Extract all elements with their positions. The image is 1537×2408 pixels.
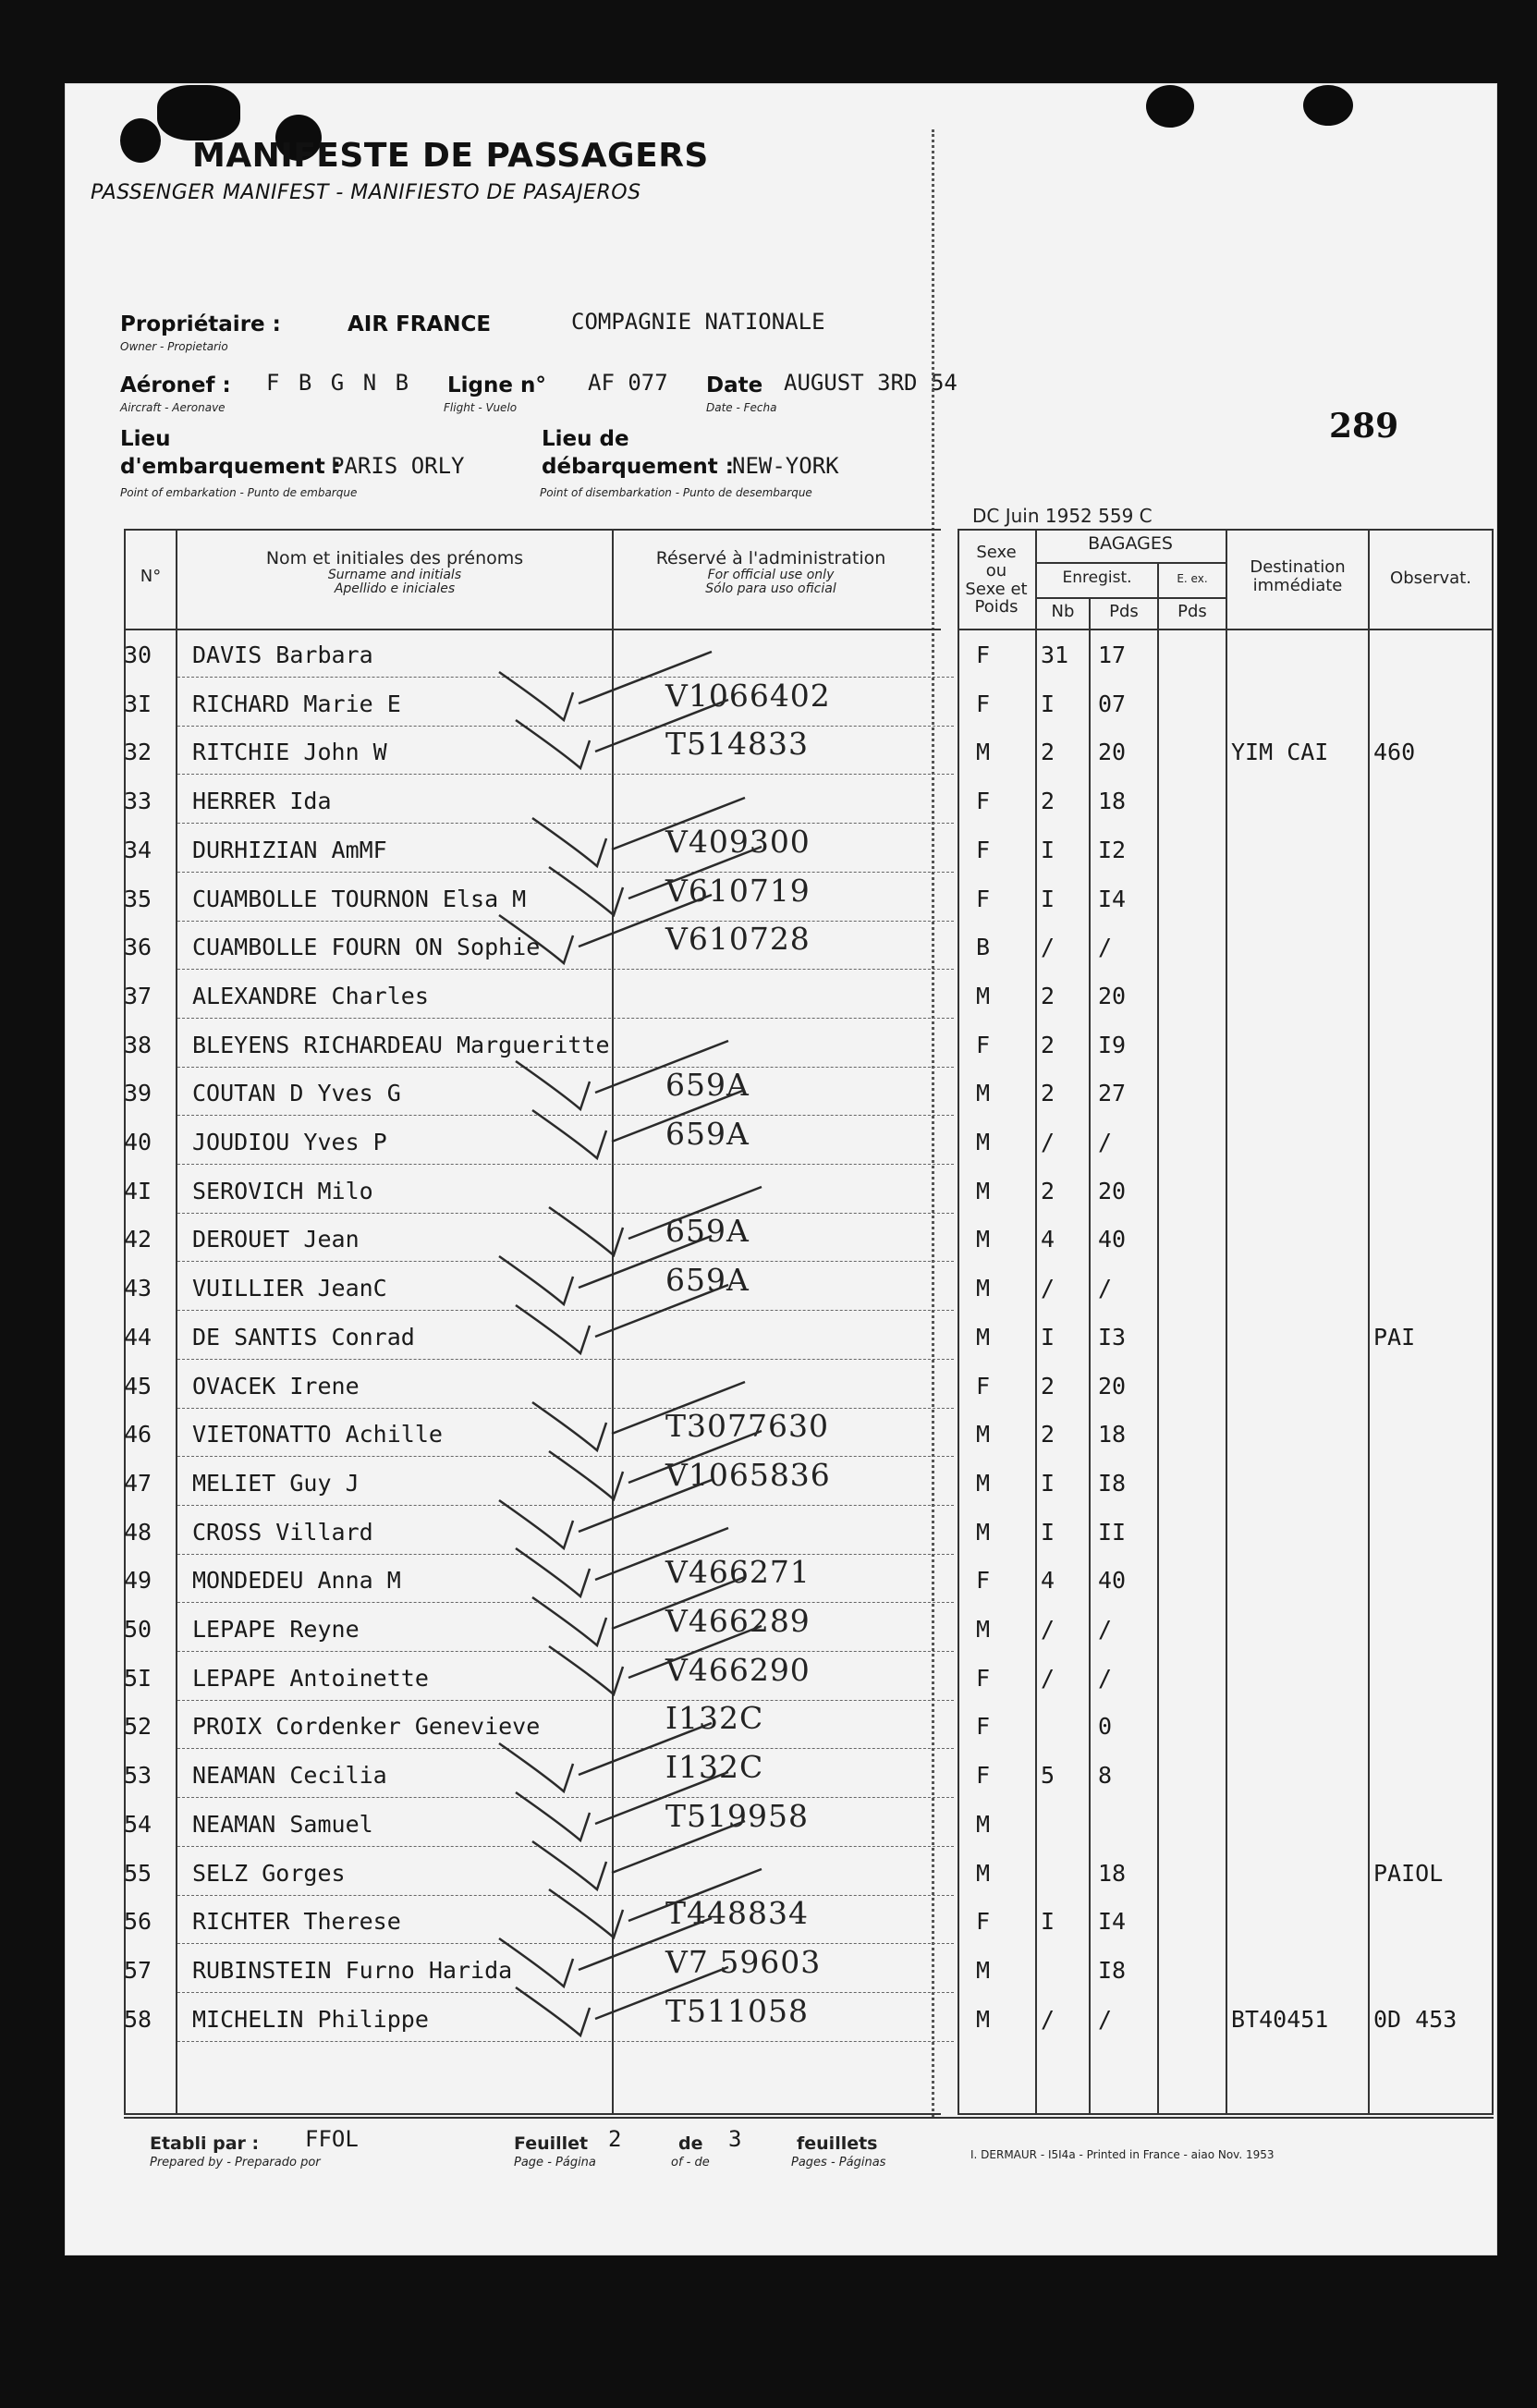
col-header-name-fr: Nom et initiales des prénoms [265,548,524,568]
sheet-label: Feuillet [514,2133,589,2154]
admin-number: V7 59603 [665,1944,822,1980]
baggage-count-cell: 2 [1041,739,1055,765]
passenger-name: DURHIZIAN AmMF [192,837,387,863]
row-number: 38 [124,1032,152,1058]
passenger-name: PROIX Cordenker Genevieve [192,1713,541,1740]
baggage-weight-cell: / [1098,1665,1113,1692]
row-rule [177,1456,954,1457]
baggage-weight-cell: 17 [1098,642,1127,668]
row-number: 35 [124,886,152,912]
row-rule [177,774,954,775]
owner-sub: Owner - Propietario [120,340,228,353]
row-number: 37 [124,983,152,1009]
baggage-weight-cell: 07 [1098,691,1127,717]
row-rule [177,677,954,678]
baggage-count-cell: I [1041,886,1055,912]
owner-label: Propriétaire : [120,312,281,336]
sex-cell: M [976,1519,991,1546]
col-header-pds: Pds [1109,602,1139,621]
baggage-weight-cell: / [1098,934,1113,960]
row-rule [177,1505,954,1506]
passenger-name: COUTAN D Yves G [192,1080,401,1106]
sex-cell: F [976,837,991,863]
passenger-name: NEAMAN Samuel [192,1811,373,1838]
disembark-label-1: Lieu de [542,427,629,451]
page-title: MANIFESTE DE PASSAGERS [192,137,709,175]
row-rule [177,1067,954,1068]
prepared-label: Etabli par : [150,2133,260,2154]
baggage-count-cell: 2 [1041,1178,1055,1204]
row-number: 32 [124,739,152,765]
baggage-weight-cell: 0 [1098,1713,1113,1740]
punch-hole [157,85,240,141]
passenger-name: JOUDIOU Yves P [192,1129,387,1155]
row-rule [177,1895,954,1896]
row-rule [177,1554,954,1555]
baggage-weight-cell: 20 [1098,739,1127,765]
baggage-weight-cell: I9 [1098,1032,1127,1058]
passenger-name: VIETONATTO Achille [192,1421,443,1448]
row-rule [177,921,954,922]
col-header-sex-4: Poids [974,597,1019,617]
baggage-weight-cell: / [1098,1129,1113,1155]
table-row [0,1993,1537,2054]
embark-sub: Point of embarkation - Punto de embarque [120,486,358,499]
table-row [0,1178,1537,1226]
baggage-weight-cell: 18 [1098,1860,1127,1887]
baggage-count-cell: / [1041,2006,1055,2033]
col-header-sex [958,544,1035,617]
table-bottom [124,2113,941,2115]
row-number: 34 [124,837,152,863]
sex-cell: F [976,1032,991,1058]
table-row [0,1262,1537,1323]
row-number: 48 [124,1519,152,1546]
baggage-weight-cell: 18 [1098,788,1127,814]
flight-label: Ligne n° [447,373,546,397]
punch-hole [1303,85,1353,126]
sex-cell: M [976,983,991,1009]
col-header-admin-en: For official use only [707,567,835,582]
disembark-value: NEW-YORK [732,453,839,479]
sex-cell: F [976,1762,991,1789]
col-header-admin [614,549,928,597]
admin-number: V466271 [665,1554,811,1590]
passenger-name: MICHELIN Philippe [192,2006,429,2033]
pages-label: feuillets [797,2133,878,2154]
aircraft-sub: Aircraft - Aeronave [120,401,226,414]
row-number: 52 [124,1713,152,1740]
row-rule [177,1408,954,1409]
row-number: 39 [124,1080,152,1106]
row-number: 57 [124,1957,152,1984]
baggage-weight-cell: 20 [1098,983,1127,1009]
row-number: 45 [124,1373,152,1400]
sex-cell: M [976,1470,991,1497]
row-rule [177,872,954,873]
sex-cell: F [976,642,991,668]
row-number: 49 [124,1567,152,1594]
baggage-count-cell: / [1041,1616,1055,1643]
passenger-name: VUILLIER JeanC [192,1275,387,1302]
sheet-number: 289 [1329,407,1399,446]
baggage-weight-cell: 40 [1098,1567,1127,1594]
admin-number: V1066402 [665,678,831,714]
baggage-count-cell: I [1041,1470,1055,1497]
sex-cell: F [976,886,991,912]
sex-cell: F [976,1665,991,1692]
admin-number: 659A [665,1262,750,1298]
row-rule [177,1115,954,1116]
sex-cell: F [976,1713,991,1740]
pages-sub: Pages - Páginas [791,2156,886,2170]
footer-rule [124,2117,1494,2119]
baggage-weight-cell: / [1098,2006,1113,2033]
owner-value: AIR FRANCE [348,312,492,336]
table-row [0,1798,1537,1859]
destination-cell: BT40451 [1231,2006,1329,2033]
punch-hole [1146,85,1194,128]
baggage-count-cell: / [1041,934,1055,960]
sex-cell: M [976,1080,991,1106]
passenger-name: NEAMAN Cecilia [192,1762,387,1789]
passenger-name: RICHARD Marie E [192,691,401,717]
baggage-weight-cell: / [1098,1616,1113,1643]
row-number: 33 [124,788,152,814]
passenger-name: OVACEK Irene [192,1373,360,1400]
baggage-weight-cell: 20 [1098,1373,1127,1400]
destination-cell: YIM CAI [1231,739,1329,765]
row-rule [177,1700,954,1701]
row-rule [177,1213,954,1214]
passenger-name: CUAMBOLLE TOURNON Elsa M [192,886,527,912]
admin-number: 659A [665,1067,750,1103]
col-header-sex-2: ou [985,560,1007,581]
row-number: 54 [124,1811,152,1838]
sex-cell: M [976,1811,991,1838]
baggage-count-cell: 2 [1041,1373,1055,1400]
row-rule [177,969,954,970]
owner-typed: COMPAGNIE NATIONALE [571,309,825,335]
table-row [0,1213,1537,1274]
admin-number: 659A [665,1213,750,1249]
baggage-count-cell: I [1041,837,1055,863]
form-code: DC Juin 1952 559 C [972,505,1153,527]
passenger-name: RICHTER Therese [192,1908,401,1935]
row-number: 36 [124,934,152,960]
col-header-baggage: BAGAGES [1088,533,1173,554]
admin-number: T514833 [665,726,809,762]
passenger-name: BLEYENS RICHARDEAU Margueritte [192,1032,610,1058]
embark-value: PARIS ORLY [331,453,465,479]
sex-cell: M [976,1324,991,1351]
sex-cell: F [976,1908,991,1935]
col-header-name [177,549,612,597]
page-subtitle: PASSENGER MANIFEST - MANIFIESTO DE PASAJEROS [91,181,641,204]
row-number: 5I [124,1665,152,1692]
passenger-name: DAVIS Barbara [192,642,373,668]
embark-label-2: d'embarquement : [120,455,341,479]
col-header-dest-2: immédiate [1252,575,1343,595]
baggage-count-cell: 2 [1041,1032,1055,1058]
sex-cell: M [976,1129,991,1155]
table-row [0,1032,1537,1080]
passenger-name: RITCHIE John W [192,739,387,765]
row-rule [177,1797,954,1798]
row-rule [177,1992,954,1993]
table-row [0,1067,1537,1128]
sex-cell: F [976,1567,991,1594]
baggage-rule [1035,597,1226,599]
col-header-admin-es: Sólo para uso oficial [705,581,836,597]
passenger-name: LEPAPE Antoinette [192,1665,429,1692]
admin-number: V610728 [665,921,811,957]
col-header-sex-1: Sexe [976,543,1017,562]
baggage-count-cell: / [1041,1665,1055,1692]
row-number: 56 [124,1908,152,1935]
table-row [0,983,1537,1031]
date-sub: Date - Fecha [706,401,777,414]
row-number: 46 [124,1421,152,1448]
row-rule [177,1359,954,1360]
passenger-name: MELIET Guy J [192,1470,360,1497]
baggage-count-cell: 5 [1041,1762,1055,1789]
sex-cell: M [976,739,991,765]
baggage-count-cell: 2 [1041,788,1055,814]
observation-cell: 0D 453 [1373,2006,1458,2033]
col-header-checked: Enregist. [1062,568,1132,587]
table-row [0,1652,1537,1713]
baggage-weight-cell: 18 [1098,1421,1127,1448]
table-row [0,1700,1537,1761]
observation-cell: 460 [1373,739,1416,765]
sex-cell: M [976,1616,991,1643]
baggage-count-cell: / [1041,1275,1055,1302]
baggage-weight-cell: 20 [1098,1178,1127,1204]
row-rule [177,1261,954,1262]
table-row [0,726,1537,787]
row-rule [177,1602,954,1603]
sex-cell: M [976,1421,991,1448]
row-number: 30 [124,642,152,668]
row-rule [177,2041,954,2042]
admin-number: I132C [665,1700,764,1736]
baggage-weight-cell: 40 [1098,1226,1127,1253]
col-header-nb: Nb [1051,602,1075,621]
prepared-sub: Prepared by - Preparado por [150,2156,321,2170]
row-rule [177,726,954,727]
prepared-value: FFOL [305,2126,359,2152]
admin-number: 659A [665,1116,750,1152]
col-header-no: N° [140,567,162,586]
passenger-name: CUAMBOLLE FOURN ON Sophie [192,934,541,960]
table-bottom [958,2113,1494,2115]
col-header-name-es: Apellido e iniciales [334,581,456,597]
row-number: 3I [124,691,152,717]
passenger-name: ALEXANDRE Charles [192,983,429,1009]
table-row [0,1324,1537,1372]
of-sub: of - de [671,2156,710,2170]
admin-number: T448834 [665,1895,809,1931]
sex-cell: F [976,691,991,717]
flight-sub: Flight - Vuelo [444,401,518,414]
row-number: 47 [124,1470,152,1497]
admin-number: V466289 [665,1603,811,1639]
passenger-name: LEPAPE Reyne [192,1616,360,1643]
baggage-weight-cell: I2 [1098,837,1127,863]
sex-cell: B [976,934,991,960]
table-border [124,529,941,531]
admin-number: I132C [665,1749,764,1785]
date-label: Date [706,373,763,397]
passenger-name: DEROUET Jean [192,1226,360,1253]
disembark-label-2: débarquement : [542,455,734,479]
sex-cell: F [976,1373,991,1400]
baggage-count-cell: 2 [1041,983,1055,1009]
table-header-rule [124,629,941,630]
row-rule [177,1846,954,1847]
sex-cell: M [976,1275,991,1302]
row-number: 55 [124,1860,152,1887]
baggage-weight-cell: / [1098,1275,1113,1302]
baggage-weight-cell: I4 [1098,1908,1127,1935]
admin-number: V1065836 [665,1457,831,1493]
row-rule [177,1310,954,1311]
row-number: 53 [124,1762,152,1789]
baggage-weight-cell: I8 [1098,1957,1127,1984]
row-rule [177,1748,954,1749]
passenger-name: RUBINSTEIN Furno Harida [192,1957,513,1984]
baggage-count-cell: 2 [1041,1421,1055,1448]
baggage-weight-cell: II [1098,1519,1127,1546]
row-rule [177,1018,954,1019]
passenger-name: SEROVICH Milo [192,1178,373,1204]
observation-cell: PAI [1373,1324,1416,1351]
sex-cell: M [976,1226,991,1253]
row-number: 42 [124,1226,152,1253]
col-header-destination [1227,558,1368,595]
sheet-value: 2 [608,2126,622,2152]
admin-number: T511058 [665,1993,809,2029]
col-header-pds-excess: Pds [1177,602,1207,621]
of-value: 3 [728,2126,742,2152]
table-row [0,1116,1537,1177]
sex-cell: M [976,2006,991,2033]
row-number: 40 [124,1129,152,1155]
flight-value: AF 077 [588,370,668,396]
sex-cell: M [976,1178,991,1204]
admin-number: V466290 [665,1652,811,1688]
baggage-rule [1035,562,1226,564]
row-rule [177,1651,954,1652]
baggage-weight-cell: I4 [1098,886,1127,912]
of-label: de [678,2133,703,2154]
row-rule [177,1164,954,1165]
printer-credit: I. DERMAUR - I5I4a - Printed in France - aiao Nov. 1953 [970,2148,1275,2161]
row-number: 4I [124,1178,152,1204]
aircraft-value: F B G N B [266,370,412,396]
row-number: 44 [124,1324,152,1351]
punch-hole [120,118,161,163]
baggage-count-cell: 4 [1041,1567,1055,1594]
col-header-observations: Observat. [1390,568,1471,588]
baggage-count-cell: I [1041,1324,1055,1351]
row-number: 50 [124,1616,152,1643]
sex-cell: F [976,788,991,814]
baggage-weight-cell: 27 [1098,1080,1127,1106]
passenger-name: MONDEDEU Anna M [192,1567,401,1594]
admin-number: T3077630 [665,1408,829,1444]
passenger-name: HERRER Ida [192,788,332,814]
aircraft-label: Aéronef : [120,373,231,397]
passenger-name: SELZ Gorges [192,1860,346,1887]
baggage-count-cell: 31 [1041,642,1069,668]
embark-label-1: Lieu [120,427,171,451]
baggage-weight-cell: I3 [1098,1324,1127,1351]
admin-number: V409300 [665,824,811,860]
observation-cell: PAIOL [1373,1860,1444,1887]
col-header-excess: E. ex. [1177,572,1208,585]
baggage-count-cell: I [1041,691,1055,717]
passenger-name: DE SANTIS Conrad [192,1324,415,1351]
row-rule [177,1943,954,1944]
baggage-count-cell: I [1041,1519,1055,1546]
col-header-admin-fr: Réservé à l'administration [655,548,886,568]
col-header-sex-3: Sexe et [965,579,1028,599]
baggage-weight-cell: I8 [1098,1470,1127,1497]
baggage-count-cell: 2 [1041,1080,1055,1106]
baggage-weight-cell: 8 [1098,1762,1113,1789]
baggage-count-cell: / [1041,1129,1055,1155]
disembark-sub: Point of disembarkation - Punto de desembarque [540,486,812,499]
admin-number: V610719 [665,873,811,909]
row-number: 58 [124,2006,152,2033]
admin-number: T519958 [665,1798,809,1834]
table-row [0,1457,1537,1518]
baggage-count-cell: 4 [1041,1226,1055,1253]
date-value: AUGUST 3RD 54 [784,370,958,396]
table-row [0,921,1537,982]
row-rule [177,823,954,824]
row-number: 43 [124,1275,152,1302]
sheet-sub: Page - Página [514,2156,596,2170]
sex-cell: M [976,1860,991,1887]
passenger-name: CROSS Villard [192,1519,373,1546]
sex-cell: M [976,1957,991,1984]
col-header-name-en: Surname and initials [327,567,462,582]
baggage-count-cell: I [1041,1908,1055,1935]
col-header-dest-1: Destination [1250,557,1346,577]
